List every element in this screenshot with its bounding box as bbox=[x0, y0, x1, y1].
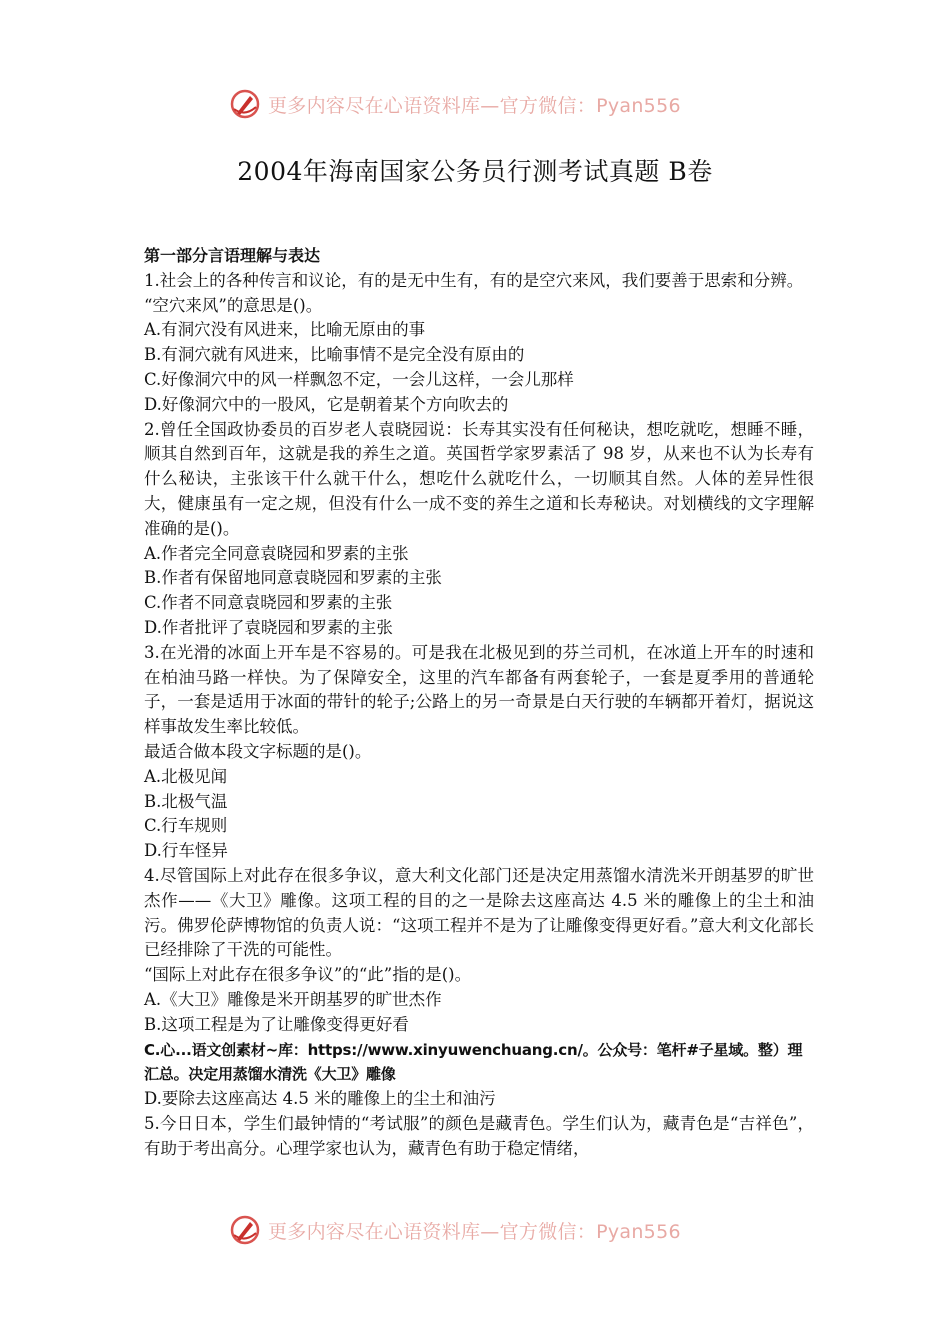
question-2-option-d: D.作者批评了袁晓园和罗素的主张 bbox=[144, 617, 393, 637]
question-4-option-b: B.这项工程是为了让雕像变得更好看 bbox=[144, 1014, 409, 1034]
question-4-text: 4.尽管国际上对此存在很多争议，意大利文化部门还是决定用蒸馏水清洗米开朗基罗的旷世杰作——《大卫》雕像。这项工程的目的之一是除去这座高达 4.5 米的雕像上的尘土和油污。佛罗伦萨博物馆的负责人说：“这项工程并不是为了让雕像变得更好看。”意大利文化部长已经排除了干洗的可能性。 bbox=[144, 865, 814, 960]
question-4-option-c: C.心...语文创素材~库：https://www.xinyuwenchuang.cn/。公众号：笔杆#子星域。整）理汇总。决定用蒸馏水清洗《大卫》雕像 bbox=[144, 1040, 803, 1084]
question-4-option-d: D.要除去这座高达 4.5 米的雕像上的尘土和油污 bbox=[144, 1089, 496, 1109]
question-2-option-b: B.作者有保留地同意袁晓园和罗素的主张 bbox=[144, 568, 442, 588]
pen-swirl-logo-icon bbox=[228, 87, 262, 121]
question-3-option-a: A.北极见闻 bbox=[144, 766, 228, 786]
question-2-option-a: A.作者完全同意袁晓园和罗素的主张 bbox=[144, 543, 409, 563]
pen-swirl-logo-icon bbox=[228, 1213, 262, 1247]
question-3-option-b: B.北极气温 bbox=[144, 791, 228, 811]
question-1-option-a: A.有洞穴没有风进来，比喻无原由的事 bbox=[144, 320, 426, 340]
banner-text: 更多内容尽在心语资料库—官方微信：Pyan556 bbox=[268, 1220, 681, 1243]
question-1-option-d: D.好像洞穴中的一股风，它是朝着某个方向吹去的 bbox=[144, 394, 509, 414]
question-1-prompt: “空穴来风”的意思是()。 bbox=[144, 295, 323, 315]
document-title: 2004年海南国家公务员行测考试真题 B卷 bbox=[237, 157, 713, 186]
question-4-prompt: “国际上对此存在很多争议”的“此”指的是()。 bbox=[144, 965, 472, 985]
question-4-option-a: A.《大卫》雕像是米开朗基罗的旷世杰作 bbox=[144, 989, 442, 1009]
question-1-option-b: B.有洞穴就有风进来，比喻事情不是完全没有原由的 bbox=[144, 345, 525, 365]
question-3-option-c: C.行车规则 bbox=[144, 816, 228, 836]
question-3-option-d: D.行车怪异 bbox=[144, 841, 228, 861]
footer-banner bbox=[228, 1210, 748, 1250]
question-3-text: 3.在光滑的冰面上开车是不容易的。可是我在北极见到的芬兰司机，在冰道上开车的时速和在柏油马路一样快。为了保障安全，这里的汽车都备有两套轮子，一套是夏季用的普通轮子，一套是适用于冰面的带针的轮子;公路上的另一奇景是白天行驶的车辆都开着灯，据说这样事故发生率比较低。 bbox=[144, 642, 814, 737]
question-1-text: 1.社会上的各种传言和议论，有的是无中生有，有的是空穴来风，我们要善于思索和分辨。 bbox=[144, 270, 804, 290]
question-2-text: 2.曾任全国政协委员的百岁老人袁晓园说：长寿其实没有任何秘诀，想吃就吃，想睡不睡，顺其自然到百年，这就是我的养生之道。英国哲学家罗素活了 98 岁，从来也不认为长寿有什么秘诀，主张该干什么就干什么，想吃什么就吃什么，一切顺其自然。人体的差异性很大，健康虽有一定之规，但没有什么一成不变的养生之道和长寿秘诀。对划横线的文字理解准确的是()。 bbox=[144, 419, 814, 538]
question-1-option-c: C.好像洞穴中的风一样飘忽不定，一会儿这样，一会儿那样 bbox=[144, 369, 574, 389]
question-3-prompt: 最适合做本段文字标题的是()。 bbox=[144, 741, 372, 761]
document-body bbox=[144, 244, 814, 1161]
section-heading: 第一部分言语理解与表达 bbox=[144, 246, 321, 265]
header-banner bbox=[228, 84, 748, 124]
question-2-option-c: C.作者不同意袁晓园和罗素的主张 bbox=[144, 593, 393, 613]
banner-text: 更多内容尽在心语资料库—官方微信：Pyan556 bbox=[268, 94, 681, 117]
question-5-text: 5.今日日本，学生们最钟情的“考试服”的颜色是藏青色。学生们认为，藏青色是“吉祥色”，有助于考出高分。心理学家也认为，藏青色有助于稳定情绪， bbox=[144, 1113, 814, 1158]
